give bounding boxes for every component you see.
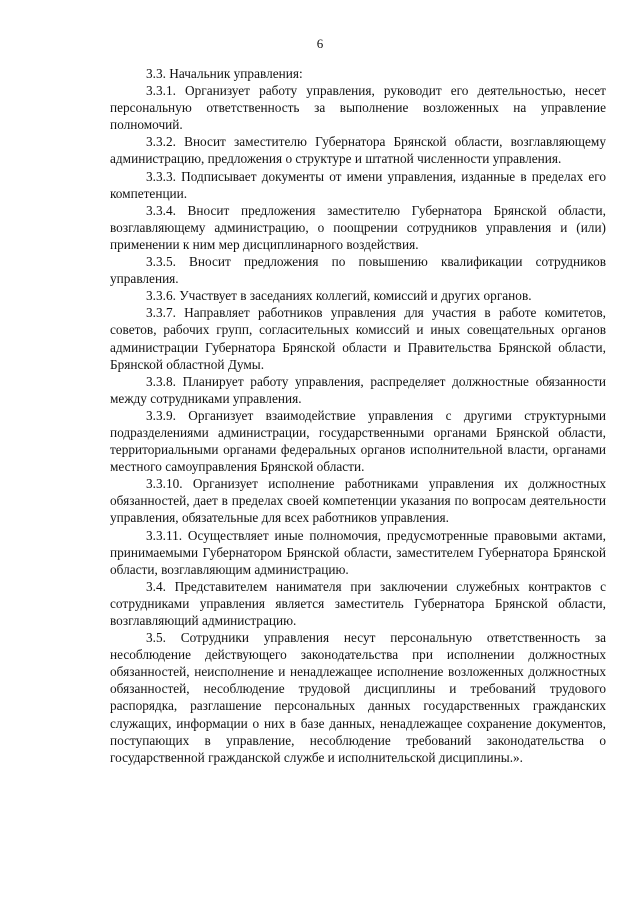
paragraph-3-3: 3.3. Начальник управления: xyxy=(146,66,303,81)
document-body xyxy=(110,65,606,766)
paragraph-3-3-10: 3.3.10. Организует исполнение работниками управления их должностных обязанностей, дает в пределах своей компетенции указания по вопросам деятельности управления, обязательные для всех работников управления. xyxy=(110,476,606,526)
paragraph-3-3-11: 3.3.11. Осуществляет иные полномочия, предусмотренные правовыми актами, принимаемыми Губернатором Брянской области, заместителем Губернатора Брянской области, возглавляющим администрацию. xyxy=(110,527,606,577)
paragraph-3-3-1: 3.3.1. Организует работу управления, руководит его деятельностью, несет персональную ответственность за выполнение возложенных на управление полномочий. xyxy=(110,83,606,133)
paragraph-3-3-6: 3.3.6. Участвует в заседаниях коллегий, комиссий и других органов. xyxy=(146,288,532,304)
paragraph-3-3-4: 3.3.4. Вносит предложения заместителю Губернатора Брянской области, возглавляющему администрацию, о поощрении сотрудников управления и (или) применении к ним мер дисциплинарного воздействия. xyxy=(110,202,606,252)
paragraph-3-3-2: 3.3.2. Вносит заместителю Губернатора Брянской области, возглавляющему администрацию, предложения о структуре и штатной численности управления. xyxy=(110,134,606,167)
paragraph-3-3-8: 3.3.8. Планирует работу управления, распределяет должностные обязанности между сотрудниками управления. xyxy=(110,373,606,406)
paragraph-3-3-7: 3.3.7. Направляет работников управления для участия в работе комитетов, советов, рабочих групп, согласительных комиссий и иных совещательных органов администрации Губернатора Брянской области и Правительства Брянской области, Брянской областной Думы. xyxy=(110,305,606,372)
paragraph-3-3-5: 3.3.5. Вносит предложения по повышению квалификации сотрудников управления. xyxy=(110,254,606,287)
paragraph-3-3-9: 3.3.9. Организует взаимодействие управления с другими структурными подразделениями администрации, государственными органами Брянской области, территориальными органами федеральных органов исполнительной власти, органами местного самоуправления Брянской области. xyxy=(110,407,606,475)
paragraph-3-3-3: 3.3.3. Подписывает документы от имени управления, изданные в пределах его компетенции. xyxy=(110,168,606,201)
page-number: 6 xyxy=(316,36,324,51)
paragraph-3-4: 3.4. Представителем нанимателя при заключении служебных контрактов с сотрудниками управления является заместитель Губернатора Брянской области, возглавляющий администрацию. xyxy=(110,578,606,628)
paragraph-3-5: 3.5. Сотрудники управления несут персональную ответственность за несоблюдение действующего законодательства при исполнении должностных обязанностей, неисполнение и ненадлежащее исполнение возложенных должностных обязанностей, несоблюдение трудовой дисциплины и требований трудового распорядка, разглашение персональных данных государственных гражданских служащих, информации о них в базе данных, ненадлежащее сохранение документов, поступающих в управление, несоблюдение требований законодательства о государственной гражданской службе и исполнительской дисциплины.». xyxy=(110,630,606,765)
